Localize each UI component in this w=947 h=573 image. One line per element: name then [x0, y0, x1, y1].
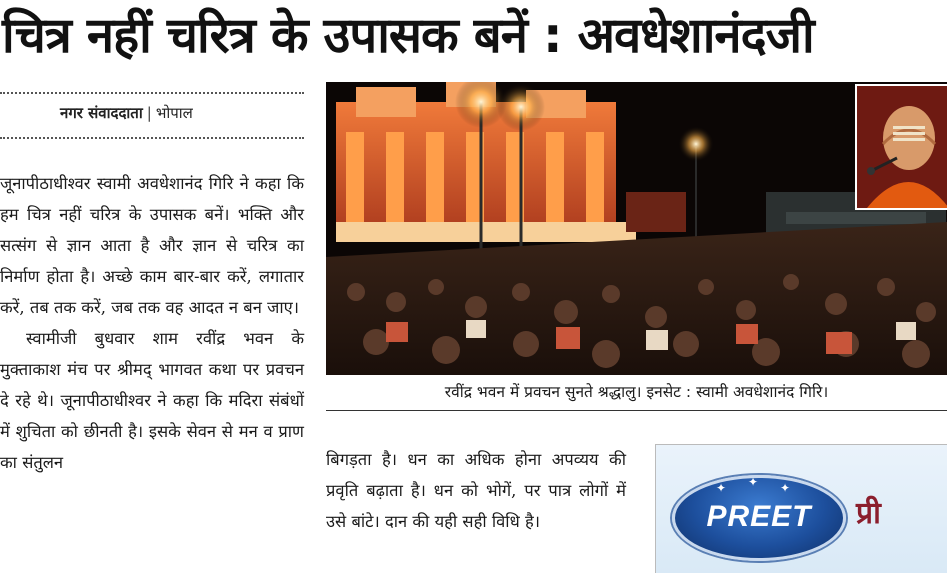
- byline-reporter: नगर संवाददाता: [60, 104, 143, 122]
- article-paragraph: बिगड़ता है। धन का अधिक होना अपव्यय की प्रवृति बढ़ाता है। धन को भोगें, पर पात्र लोगों में उसे बांटे। दान की यही सही विधि है।: [326, 450, 626, 531]
- article-paragraph: जूनापीठाधीश्वर स्वामी अवधेशानंद गिरि ने कहा कि हम चित्र नहीं चरित्र के उपासक बनें। भक्ति और सत्संग से ज्ञान आता है और ज्ञान से चरित्र का निर्माण होता है। अच्छे काम बार-बार करें, लगातार करें, तब तक करें, जब तक वह आदत न बन जाए।: [0, 174, 304, 317]
- speaker-portrait-photo: [857, 86, 947, 208]
- crowd-at-stage-photo: [326, 82, 947, 375]
- ad-brand-name: PREET: [706, 500, 812, 533]
- article-left-column: [0, 168, 304, 478]
- headline: चित्र नहीं चरित्र के उपासक बनें : अवधेशानंदजी: [2, 7, 814, 64]
- event-photo: [326, 82, 947, 375]
- dotted-rule-mid: [0, 137, 304, 139]
- star-icon: ✦: [716, 481, 727, 495]
- article-middle-column: [326, 444, 626, 537]
- star-icon: ✦: [748, 475, 759, 489]
- dotted-rule-top: [0, 92, 304, 94]
- byline-separator: |: [146, 104, 152, 122]
- byline: [60, 103, 193, 123]
- ad-text: प्री: [856, 496, 881, 531]
- advertisement: [655, 444, 947, 573]
- inset-photo: [855, 84, 947, 210]
- byline-city: भोपाल: [155, 104, 193, 122]
- article-paragraph: स्वामीजी बुधवार शाम रवींद्र भवन के मुक्ताकाश मंच पर श्रीमद् भागवत कथा पर प्रवचन दे रहे थे। जूनापीठाधीश्वर ने कहा कि मदिरा संबंधों में शुचिता को छीनती है। इसके सेवन से मन व प्राण का संतुलन: [0, 329, 304, 472]
- photo-caption: रवींद्र भवन में प्रवचन सुनते श्रद्धालु। इनसेट : स्वामी अवधेशानंद गिरि।: [444, 383, 829, 401]
- caption-rule: [326, 410, 947, 411]
- star-icon: ✦: [780, 481, 791, 495]
